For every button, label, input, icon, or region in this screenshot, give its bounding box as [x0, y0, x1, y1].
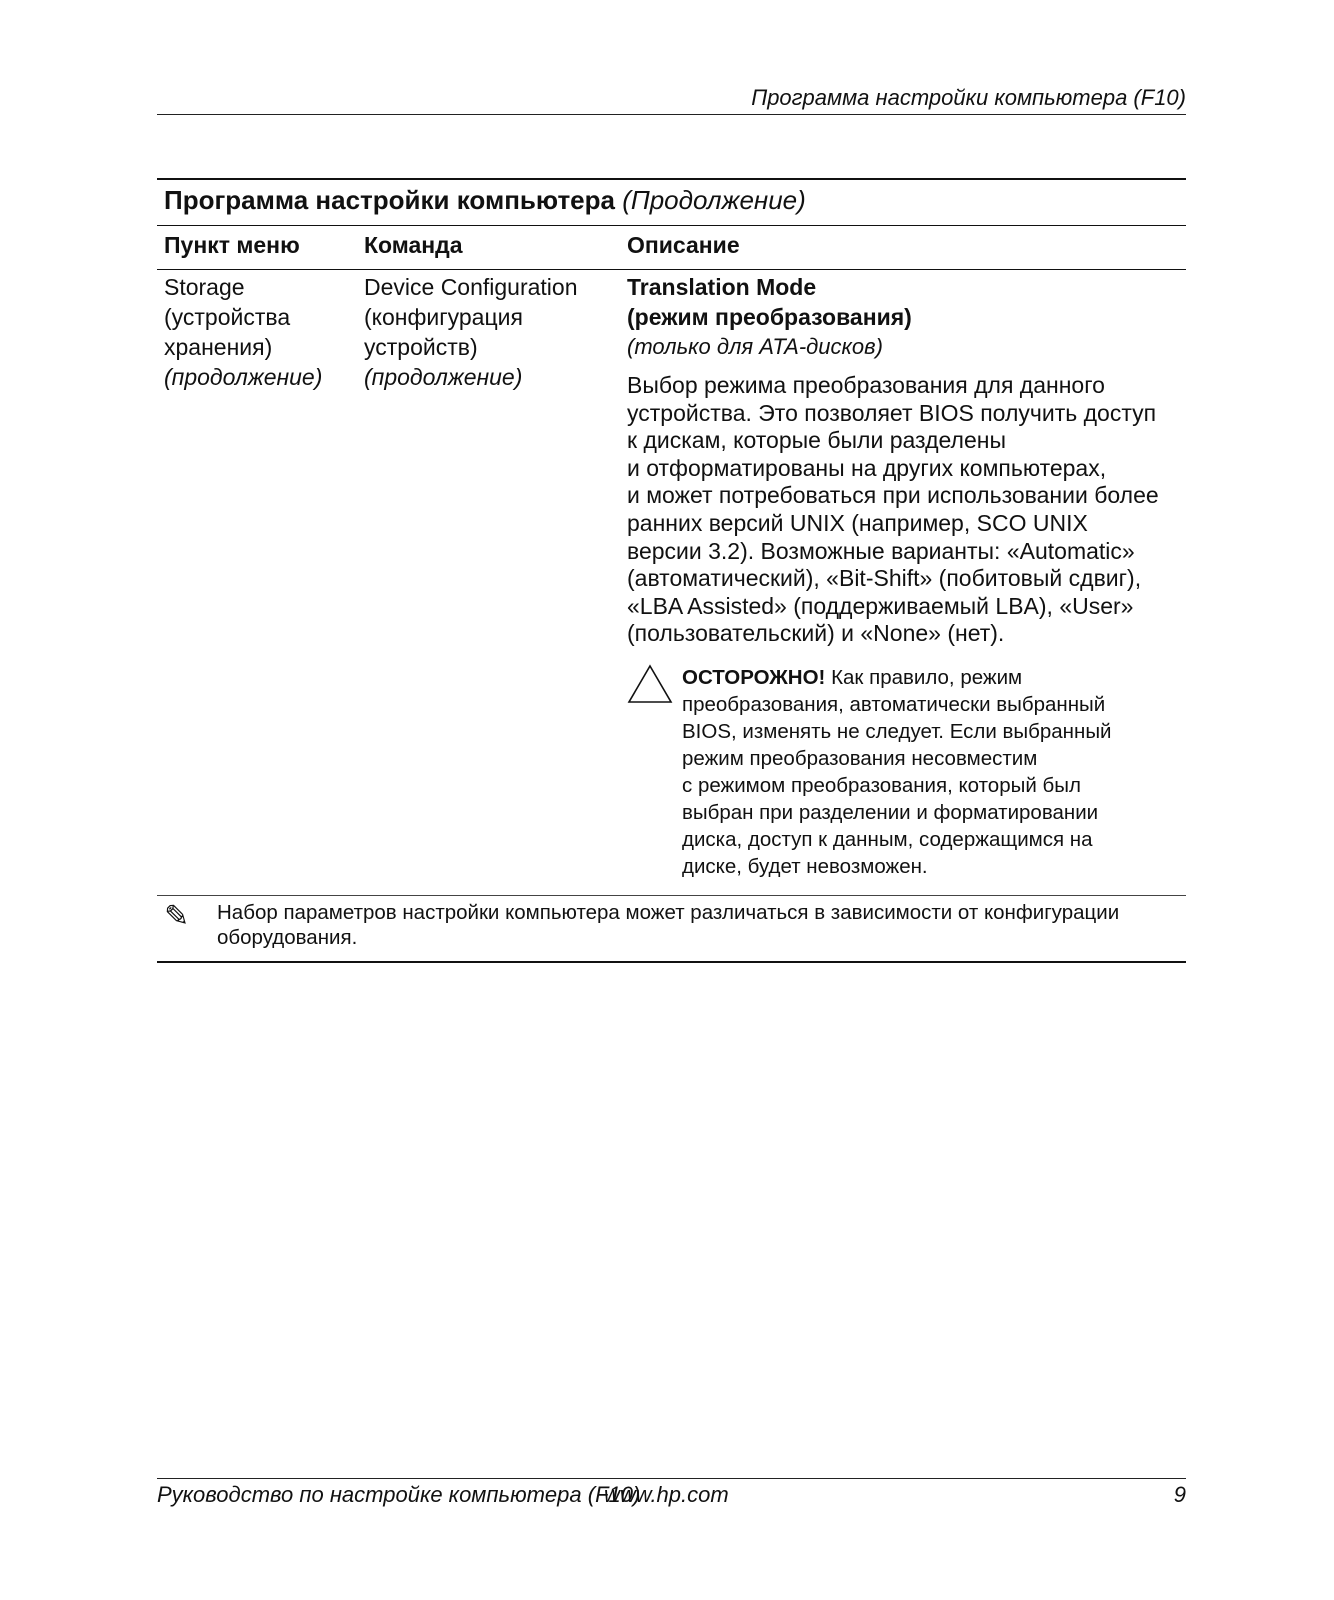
table-title	[164, 182, 806, 218]
menu-item-continued: (продолжение)	[164, 364, 323, 390]
footnote-text: Набор параметров настройки компьютера может различаться в зависимости от конфигурации оборудования.	[217, 901, 1120, 949]
table-title-rule	[157, 225, 1186, 226]
caution-body: Как правило, режим преобразования, автоматически выбранный BIOS, изменять не следует. Если выбранный режим преобразования несовместим с режимом преобразования, который был выбран при разделении и форматировании диска, доступ к данным, содержащимся на диске, будет невозможен.	[682, 666, 1112, 878]
caution-triangle-icon	[627, 664, 673, 704]
table-title-continued: (Продолжение)	[622, 185, 806, 215]
column-header-menu-item: Пункт меню	[164, 232, 300, 258]
command-cell	[364, 272, 578, 392]
description-body: Выбор режима преобразования для данного устройства. Это позволяет BIOS получить доступ к дискам, которые были разделены и отформатированы на других компьютерах, и может потребоваться при использовании более ранних версий UNIX (например, SCO UNIX версии 3.2). Возможные варианты: «Automatic» (автоматический), «Bit-Shift» (побитовый сдвиг), «LBA Assisted» (поддерживаемый LBA), «User» (пользовательский) и «None» (нет).	[627, 372, 1159, 647]
description-cell	[627, 272, 1182, 648]
table-title-text: Программа настройки компьютера	[164, 185, 615, 215]
column-header-command: Команда	[364, 232, 463, 258]
footnote-rule	[157, 895, 1186, 896]
command-line: Device Configuration	[364, 274, 578, 300]
column-header-rule	[157, 269, 1186, 270]
description-title-line1: Translation Mode	[627, 274, 817, 300]
menu-item-line: (устройства	[164, 304, 291, 330]
page-number: 9	[1173, 1482, 1186, 1507]
table-bottom-rule	[157, 961, 1186, 963]
description-applicability-note: (только для ATA-дисков)	[627, 334, 883, 359]
column-header-description: Описание	[627, 232, 740, 258]
command-line: (конфигурация	[364, 304, 523, 330]
description-title-line2: (режим преобразования)	[627, 304, 912, 330]
command-line: устройств)	[364, 334, 478, 360]
pencil-note-icon: ✎	[164, 900, 190, 933]
command-continued: (продолжение)	[364, 364, 523, 390]
menu-item-line: хранения)	[164, 334, 273, 360]
running-header: Программа настройки компьютера (F10)	[751, 85, 1186, 110]
table-top-rule	[157, 178, 1186, 180]
footer-url: www.hp.com	[604, 1482, 729, 1507]
caution-text	[682, 664, 1182, 880]
footer-rule	[157, 1478, 1186, 1479]
header-rule	[157, 114, 1186, 115]
menu-item-cell	[164, 272, 322, 392]
menu-item-line: Storage	[164, 274, 245, 300]
caution-label: ОСТОРОЖНО!	[682, 666, 826, 689]
footer-manual-title: Руководство по настройке компьютера (F10)	[157, 1482, 641, 1507]
